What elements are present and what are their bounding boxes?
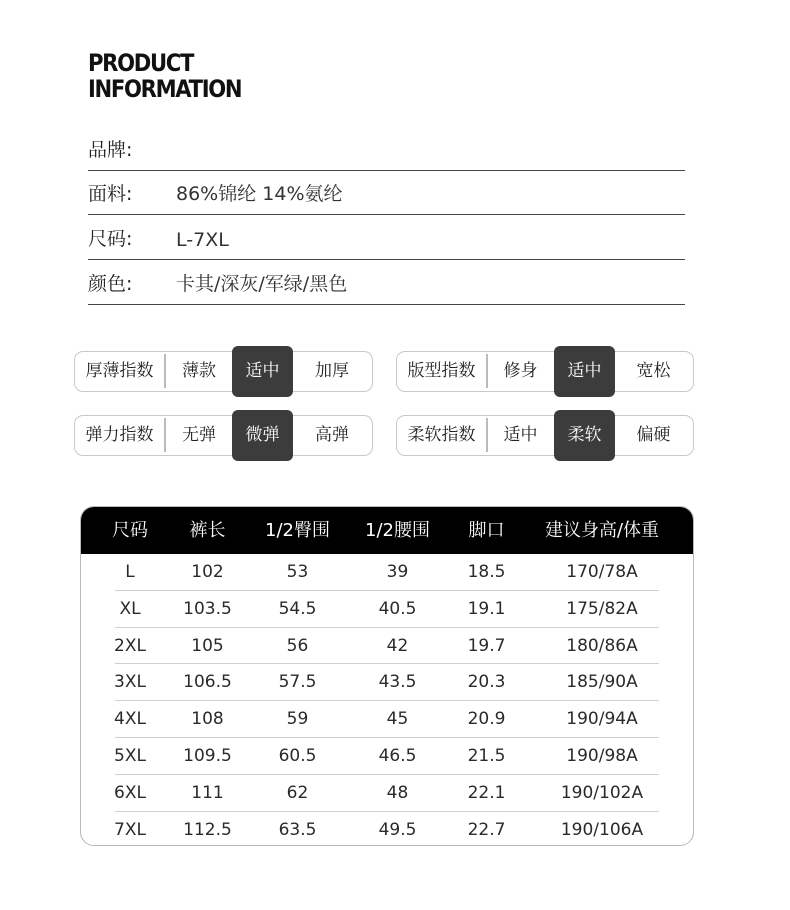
table-cell: 190/106A: [560, 819, 644, 840]
heading-line-1: PRODUCT: [88, 49, 194, 77]
table-cell: 190/98A: [566, 746, 638, 766]
index-option: 适中: [503, 425, 538, 445]
table-cell: 5XL: [114, 746, 146, 766]
index-name: 厚薄指数: [85, 361, 154, 381]
table-cell: 45: [386, 709, 409, 730]
column-header: 建议身高/体重: [544, 520, 660, 541]
table-cell: 2XL: [114, 635, 146, 656]
index-option: 偏硬: [636, 425, 671, 445]
index-option: 高弹: [315, 425, 349, 445]
table-cell: 39: [386, 562, 409, 582]
table-cell: 20.3: [467, 672, 506, 693]
column-header: 裤长: [189, 520, 226, 541]
index-fit: [396, 351, 694, 392]
info-label: 品牌:: [88, 139, 133, 161]
section-heading: [88, 50, 241, 102]
index-thickness: [74, 351, 373, 392]
index-option: 薄款: [182, 361, 216, 381]
info-value: 86%锦纶 14%氨纶: [176, 183, 343, 205]
table-cell: 22.7: [467, 819, 506, 840]
table-cell: 108: [191, 709, 224, 730]
table-row: [81, 591, 693, 628]
table-cell: 190/94A: [566, 709, 638, 730]
column-header: 脚口: [468, 520, 505, 541]
table-row: [81, 664, 693, 701]
table-row: [81, 738, 693, 775]
table-row: [81, 554, 693, 591]
column-header: 1/2臀围: [265, 520, 330, 541]
table-cell: 102: [191, 562, 224, 582]
table-cell: 57.5: [278, 672, 317, 693]
table-cell: 103.5: [183, 598, 232, 619]
index-option: 修身: [503, 361, 538, 381]
index-option-selected: 微弹: [232, 410, 293, 461]
size-table: [80, 506, 694, 846]
index-option: 加厚: [315, 361, 349, 381]
table-cell: 40.5: [378, 598, 417, 619]
index-option-selected: 柔软: [554, 410, 615, 461]
column-header: 1/2腰围: [365, 520, 430, 541]
table-cell: 63.5: [278, 819, 317, 840]
table-cell: 6XL: [114, 782, 146, 803]
table-row: [81, 812, 693, 846]
table-cell: 112.5: [183, 819, 232, 840]
index-option: 宽松: [636, 361, 671, 381]
table-cell: 56: [286, 635, 309, 656]
table-cell: 18.5: [467, 562, 506, 582]
table-cell: 53: [286, 562, 309, 582]
table-cell: XL: [119, 598, 141, 619]
table-cell: 46.5: [378, 746, 417, 766]
table-cell: 4XL: [114, 709, 146, 730]
table-cell: 106.5: [183, 672, 232, 693]
table-cell: 60.5: [278, 746, 317, 766]
index-name: 弹力指数: [85, 425, 154, 445]
table-cell: 175/82A: [566, 598, 638, 619]
info-value: 卡其/深灰/军绿/黑色: [176, 273, 348, 295]
info-label: 尺码:: [88, 228, 133, 250]
table-row: [81, 701, 693, 738]
table-row: [81, 775, 693, 812]
table-cell: 54.5: [278, 598, 317, 619]
table-cell: 109.5: [183, 746, 232, 766]
info-row-size: [88, 215, 685, 260]
table-cell: 62: [286, 782, 309, 803]
index-option: 无弹: [182, 425, 216, 445]
table-cell: 20.9: [467, 709, 506, 730]
table-cell: L: [125, 562, 135, 582]
table-cell: 19.7: [467, 635, 506, 656]
index-stretch: [74, 415, 373, 456]
table-cell: 190/102A: [560, 782, 644, 803]
table-cell: 59: [286, 709, 309, 730]
info-row-fabric: [88, 170, 685, 215]
table-cell: 3XL: [114, 672, 146, 693]
index-softness: [396, 415, 694, 456]
table-cell: 43.5: [378, 672, 417, 693]
info-label: 面料:: [88, 183, 133, 205]
index-name: 版型指数: [407, 361, 476, 381]
table-cell: 180/86A: [566, 635, 638, 656]
table-cell: 48: [386, 782, 409, 803]
column-header: 尺码: [112, 520, 148, 541]
info-row-brand: [88, 126, 685, 171]
table-cell: 7XL: [114, 819, 146, 840]
table-cell: 42: [386, 635, 409, 656]
table-cell: 19.1: [467, 598, 506, 619]
table-cell: 170/78A: [566, 562, 638, 582]
index-option-selected: 适中: [232, 346, 293, 397]
info-row-color: [88, 260, 685, 305]
table-cell: 21.5: [467, 746, 506, 766]
info-value: L-7XL: [176, 229, 229, 251]
table-cell: 185/90A: [566, 672, 638, 693]
table-header: [81, 507, 693, 554]
index-option-selected: 适中: [554, 346, 615, 397]
table-cell: 111: [191, 782, 224, 803]
heading-line-2: INFORMATION: [88, 75, 242, 103]
table-cell: 22.1: [467, 782, 506, 803]
info-label: 颜色:: [88, 273, 133, 295]
table-row: [81, 628, 693, 665]
index-name: 柔软指数: [407, 425, 476, 445]
table-cell: 49.5: [378, 819, 417, 840]
table-cell: 105: [191, 635, 224, 656]
